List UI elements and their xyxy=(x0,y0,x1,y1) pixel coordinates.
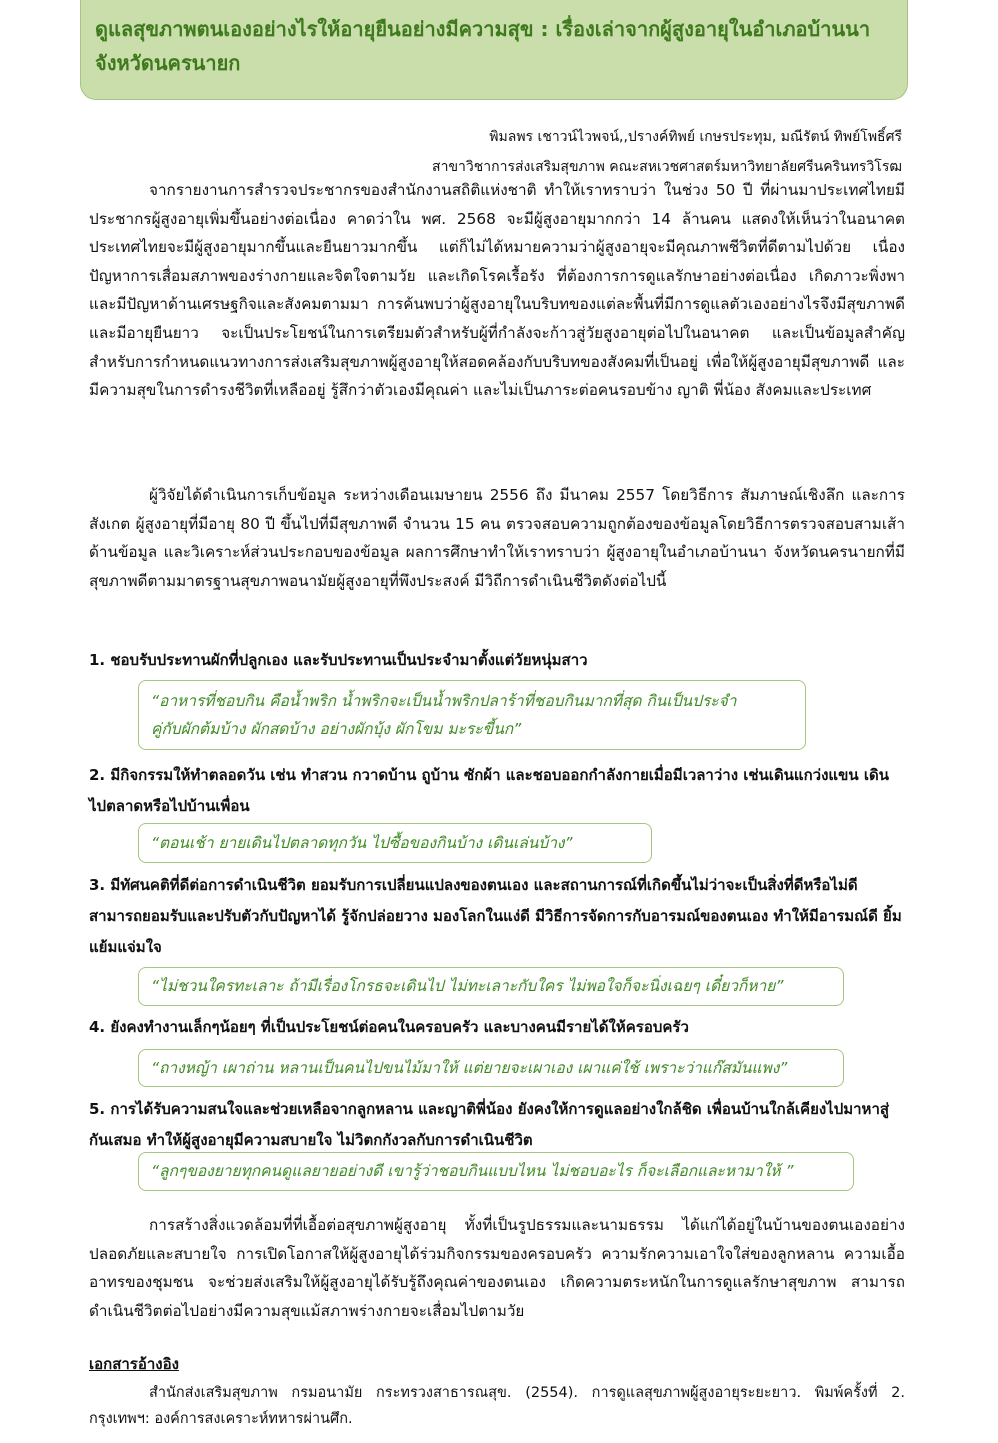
finding-quote-4 xyxy=(138,1049,844,1087)
quote-line: “ตอนเช้า ยายเดินไปตลาดทุกวัน ไปซื้อของกินบ้าง เดินเล่นบ้าง” xyxy=(151,834,573,852)
finding-quote-2 xyxy=(138,823,652,863)
finding-quote-3 xyxy=(138,967,844,1006)
finding-quote-1 xyxy=(138,680,806,750)
quote-line: “ลูกๆของยายทุกคนดูแลยายอย่างดี เขารู้ว่าชอบกินแบบไหน ไม่ชอบอะไร ก็จะเลือกและหามาให้ ” xyxy=(151,1162,794,1180)
intro-paragraph: จากรายงานการสำรวจประชากรของสำนักงานสถิติแห่งชาติ ทำให้เราทราบว่า ในช่วง 50 ปี ที่ผ่านมาประเทศไทยมีประชากรผู้สูงอายุเพิ่มขึ้นอย่างต่อเนื่อง คาดว่าใน พศ. 2568 จะมีผู้สูงอายุมากกว่า 14 ล้านคน แสดงให้เห็นว่าในอนาคตประเทศไทยจะมีผู้สูงอายุมากขึ้นและยืนยาวมากขึ้น แต่ก็ไม่ได้หมายความว่าผู้สูงอายุจะมีคุณภาพชีวิตที่ดีตามไปด้วย เนื่องปัญหาการเสื่อมสภาพของร่างกายและจิตใจตามวัย และเกิดโรคเรื้อรัง ที่ต้องการการดูแลรักษาอย่างต่อเนื่อง เกิดภาวะพิ่งพาและมีปัญหาด้านเศรษฐกิจและสังคมตามมา การค้นพบว่าผู้สูงอายุในบริบทของแต่ละพื้นที่มีการดูแลตัวเองอย่างไรจึงมีสุขภาพดีและมีอายุยืนยาว จะเป็นประโยชน์ในการเตรียมตัวสำหรับผู้ที่กำลังจะก้าวสู่วัยสูงอายุต่อไปในอนาคต และเป็นข้อมูลสำคัญสำหรับการกำหนดแนวทางการส่งเสริมสุขภาพผู้สูงอายุให้สอดคล้องกับบริบทของสังคมที่เป็นอยู่ เพื่อให้ผู้สูงอายุมีสุขภาพดี และมีความสุขในการดำรงชีวิตที่เหลืออยู่ รู้สึกว่าตัวเองมีคุณค่า และไม่เป็นภาระต่อคนรอบข้าง ญาติ พี่น้อง สังคมและประเทศ xyxy=(89,181,905,400)
finding-heading-1: 1. ชอบรับประทานผักที่ปลูกเอง และรับประทานเป็นประจำมาตั้งแต่วัยหนุ่มสาว xyxy=(89,651,588,669)
finding-heading-2: 2. มีกิจกรรมให้ทำตลอดวัน เช่น ทำสวน กวาดบ้าน ถูบ้าน ซักผ้า และชอบออกกำลังกายเมื่อมีเวลาว่าง เช่นเดินแกว่งแขน เดินไปตลาดหรือไปบ้านเพื่อน xyxy=(89,766,889,815)
finding-heading-4: 4. ยังคงทำงานเล็กๆน้อยๆ ที่เป็นประโยชน์ต่อคนในครอบครัว และบางคนมีรายได้ให้ครอบครัว xyxy=(89,1018,689,1036)
method-paragraph: ผู้วิจัยได้ดำเนินการเก็บข้อมูล ระหว่างเดือนเมษายน 2556 ถึง มีนาคม 2557 โดยวิธีการ สัมภาษณ์เชิงลึก และการสังเกต ผู้สูงอายุที่มีอายุ 80 ปี ขึ้นไปที่มีสุขภาพดี จำนวน 15 คน ตรวจสอบความถูกต้องของข้อมูลโดยวิธีการตรวจสอบสามเส้าด้านข้อมูล และวิเคราะห์ส่วนประกอบของข้อมูล ผลการศึกษาทำให้เราทราบว่า ผู้สูงอายุในอำเภอบ้านนา จังหวัดนครนายกที่มีสุขภาพดีตามมาตรฐานสุขภาพอนามัยผู้สูงอายุที่พึงประสงค์ มีวิถีการดำเนินชีวิตดังต่อไปนี้ xyxy=(89,486,905,590)
author-names: พิมลพร เชาวน์ไวพจน์,,ปรางค์ทิพย์ เกษรประทุม, มณีรัตน์ ทิพย์โพธิ์ศรี xyxy=(489,129,902,145)
conclusion-paragraph: การสร้างสิ่งแวดล้อมที่ที่เอื้อต่อสุขภาพผู้สูงอายุ ทั้งที่เป็นรูปธรรมและนามธรรม ได้แก่ได้อยู่ในบ้านของตนเองอย่างปลอดภัยและสบายใจ การเปิดโอกาสให้ผู้สูงอายุได้ร่วมกิจกรรมของครอบครัว ความรักความเอาใจใส่ของลูกหลาน ความเอื้ออาทรของชุมชน จะช่วยส่งเสริมให้ผู้สูงอายุได้รับรู้ถึงคุณค่าของตนเอง เกิดความตระหนักในการดูแลรักษาสุขภาพ สามารถดำเนินชีวิตต่อไปอย่างมีความสุขแม้สภาพร่างกายจะเสื่อมไปตามวัย xyxy=(89,1216,905,1320)
quote-line: คู่กับผักต้มบ้าง ผักสดบ้าง อย่างผักบุ้ง ผักโขม มะระขี้นก” xyxy=(151,720,522,738)
finding-heading-5: 5. การได้รับความสนใจและช่วยเหลือจากลูกหลาน และญาติพี่น้อง ยังคงให้การดูแลอย่างใกล้ชิด เพื่อนบ้านใกล้เคียงไปมาหาสู่กันเสมอ ทำให้ผู้สูงอายุมีความสบายใจ ไม่วิตกกังวลกับการดำเนินชีวิต xyxy=(89,1100,890,1149)
title-banner xyxy=(80,0,908,100)
reference-item: สำนักส่งเสริมสุขภาพ กรมอนามัย กระทรวงสาธารณสุข. (2554). การดูแลสุขภาพผู้สูงอายุระยะยาว. พิมพ์ครั้งที่ 2. กรุงเทพฯ: องค์การสงเคราะห์ทหารผ่านศึก. xyxy=(89,1385,905,1427)
finding-heading-3: 3. มีทัศนคติที่ดีต่อการดำเนินชีวิต ยอมรับการเปลี่ยนแปลงของตนเอง และสถานการณ์ที่เกิดขึ้นไม่ว่าจะเป็นสิ่งที่ดีหรือไม่ดี สามารถยอมรับและปรับตัวกับปัญหาได้ รู้จักปล่อยวาง มองโลกในแง่ดี มีวิธีการจัดการกับอารมณ์ของตนเอง ทำให้มีอารมณ์ดี ยิ้มแย้มแจ่มใจ xyxy=(89,876,902,956)
author-affiliation: สาขาวิชาการส่งเสริมสุขภาพ คณะสหเวชศาสตร์มหาวิทยาลัยศรีนครินทรวิโรฒ xyxy=(432,159,902,175)
references-heading: เอกสารอ้างอิง xyxy=(89,1355,179,1373)
quote-line: “ไม่ชวนใครทะเลาะ ถ้ามีเรื่องโกรธจะเดินไป ไม่ทะเลาะกับใคร ไม่พอใจก็จะนิ่งเฉยๆ เดี๋ยวก็หาย” xyxy=(151,977,784,995)
author-block xyxy=(302,122,902,182)
article-title: ดูแลสุขภาพตนเองอย่างไรให้อายุยืนอย่างมีความสุข : เรื่องเล่าจากผู้สูงอายุในอำเภอบ้านนา จังหวัดนครนายก xyxy=(95,17,871,75)
quote-line: “ถางหญ้า เผาถ่าน หลานเป็นคนไปขนไม้มาให้ แต่ยายจะเผาเอง เผาแค่ใช้ เพราะว่าแก๊สมันแพง” xyxy=(151,1059,788,1077)
finding-quote-5 xyxy=(138,1152,854,1191)
quote-line: “อาหารที่ชอบกิน คือน้ำพริก น้ำพริกจะเป็นน้ำพริกปลาร้าที่ชอบกินมากที่สุด กินเป็นประจำ xyxy=(151,692,737,710)
